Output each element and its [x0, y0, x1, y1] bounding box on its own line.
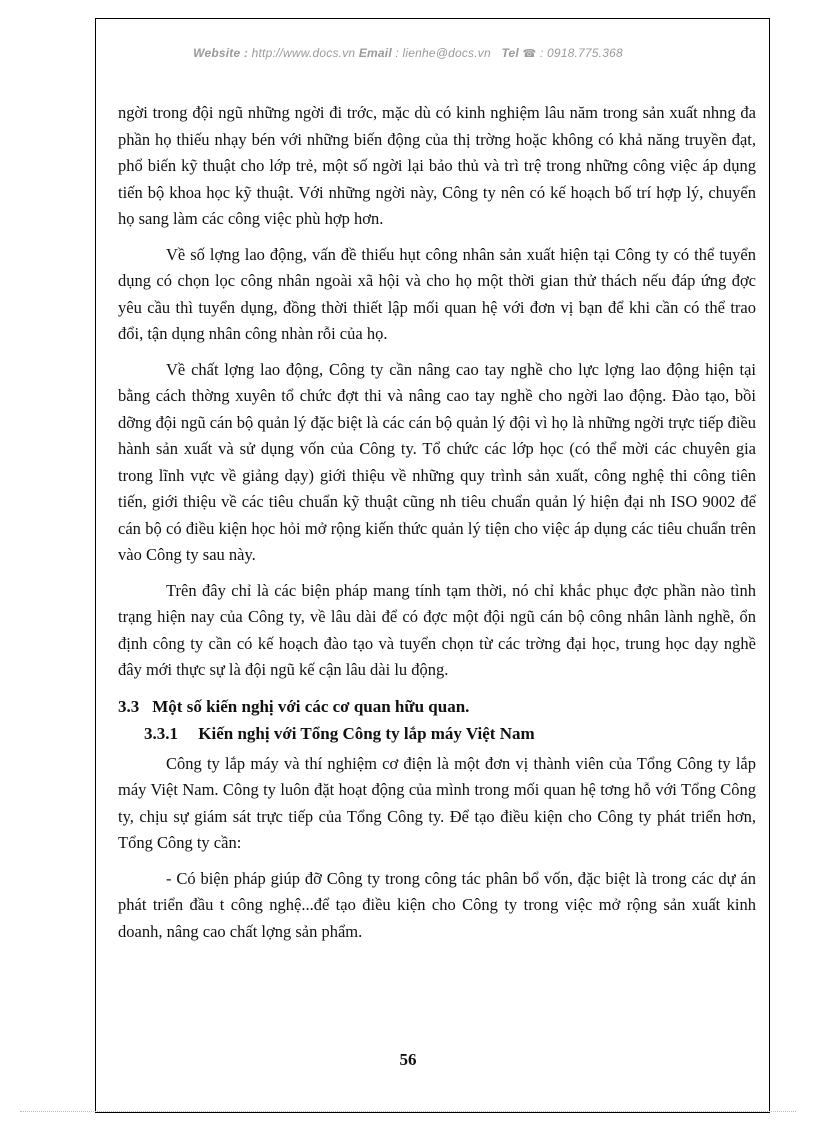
paragraph-4: Trên đây chỉ là các biện pháp mang tính tạm thời, nó chỉ khắc phục đợc phần nào tình trạng hiện nay của Công ty, về lâu dài để có đợc một đội ngũ cán bộ công nhân lành nghề, ổn định công ty cần có kế hoạch đào tạo và tuyển chọn từ các trờng đại học, trung học dạy nghề đây mới thực sự là đội ngũ kế cận lâu dài lu động.: [118, 580, 756, 679]
subsection-number: 3.3.1: [144, 723, 178, 743]
subsection-title: Kiến nghị với Tổng Công ty lắp máy Việt Nam: [198, 723, 535, 743]
website-url: http://www.docs.vn: [251, 46, 356, 60]
website-label: Website :: [193, 46, 249, 60]
paragraph-2: Về số lợng lao động, vấn đề thiếu hụt công nhân sản xuất hiện tại Công ty có thể tuyển dụng có chọn lọc công nhân ngoài xã hội và cho họ một thời gian thử thách nếu đáp ứng đợc yêu cầu thì tuyển dụng, đồng thời thiết lập mối quan hệ với đơn vị bạn để khi cần có thể trao đổi, tận dụng nhân công nhàn rỗi của họ.: [118, 244, 756, 343]
footer-divider: [20, 1111, 796, 1112]
document-body: [118, 100, 756, 954]
page-number: 56: [399, 1050, 417, 1069]
paragraph-6: - Có biện pháp giúp đỡ Công ty trong công tác phân bổ vốn, đặc biệt là trong các dự án phát triển đầu t công nghệ...để tạo điều kiện cho Công ty trong việc mở rộng sản xuất kinh doanh, nâng cao chất lợng sản phẩm.: [118, 868, 756, 941]
email-label: Email: [358, 46, 392, 60]
section-title: Một số kiến nghị với các cơ quan hữu quan.: [152, 696, 470, 716]
page-header: [0, 46, 816, 60]
tel-label: Tel: [501, 46, 519, 60]
paragraph-5: Công ty lắp máy và thí nghiệm cơ điện là một đơn vị thành viên của Tổng Công ty lắp máy Việt Nam. Công ty luôn đặt hoạt động của mình trong mối quan hệ tơng hỗ với Tổng Công ty, chịu sự giám sát trực tiếp của Tổng Công ty. Để tạo điều kiện cho Công ty phát triển hơn, Tổng Công ty cần:: [118, 753, 756, 852]
email-address: : lienhe@docs.vn: [395, 46, 491, 60]
telephone-icon: ☎: [522, 48, 537, 60]
paragraph-1: ngời trong đội ngũ những ngời đi trớc, mặc dù có kinh nghiệm lâu năm trong sản xuất nhng đa phần họ thiếu nhạy bén với những biến động của thị trờng hoặc không có khả năng truyền đạt, phổ biến kỹ thuật cho lớp trẻ, một số ngời lại bảo thủ và trì trệ trong những công việc áp dụng tiến bộ khoa học kỹ thuật. Với những ngời này, Công ty nên có kế hoạch bố trí hợp lý, chuyển họ sang làm các công việc phù hợp hơn.: [118, 103, 756, 228]
section-number: 3.3: [118, 696, 140, 716]
tel-number: : 0918.775.368: [539, 46, 623, 60]
subsection-heading-3-3-1: [144, 720, 756, 747]
section-heading-3-3: [118, 693, 756, 720]
paragraph-3: Về chất lợng lao động, Công ty cần nâng cao tay nghề cho lực lợng lao động hiện tại bằng cách thờng xuyên tổ chức đợt thi và nâng cao tay nghề cho ngời lao động. Đào tạo, bồi dỡng đội ngũ cán bộ quản lý đặc biệt là các cán bộ quản lý đội vì họ là những ngời trực tiếp điều hành sản xuất và sử dụng vốn của Công ty. Tổ chức các lớp học (có thể mời các chuyên gia trong lĩnh vực về giảng dạy) giới thiệu về những quy trình sản xuất, công nghệ thi công tiên tiến, giới thiệu về các tiêu chuẩn kỹ thuật cũng nh tiêu chuẩn quản lý hiện đại nh ISO 9002 để cán bộ có điều kiện học hỏi mở rộng kiến thức quản lý tiện cho việc áp dụng các tiêu chuẩn trên vào Công ty sau này.: [118, 359, 756, 564]
